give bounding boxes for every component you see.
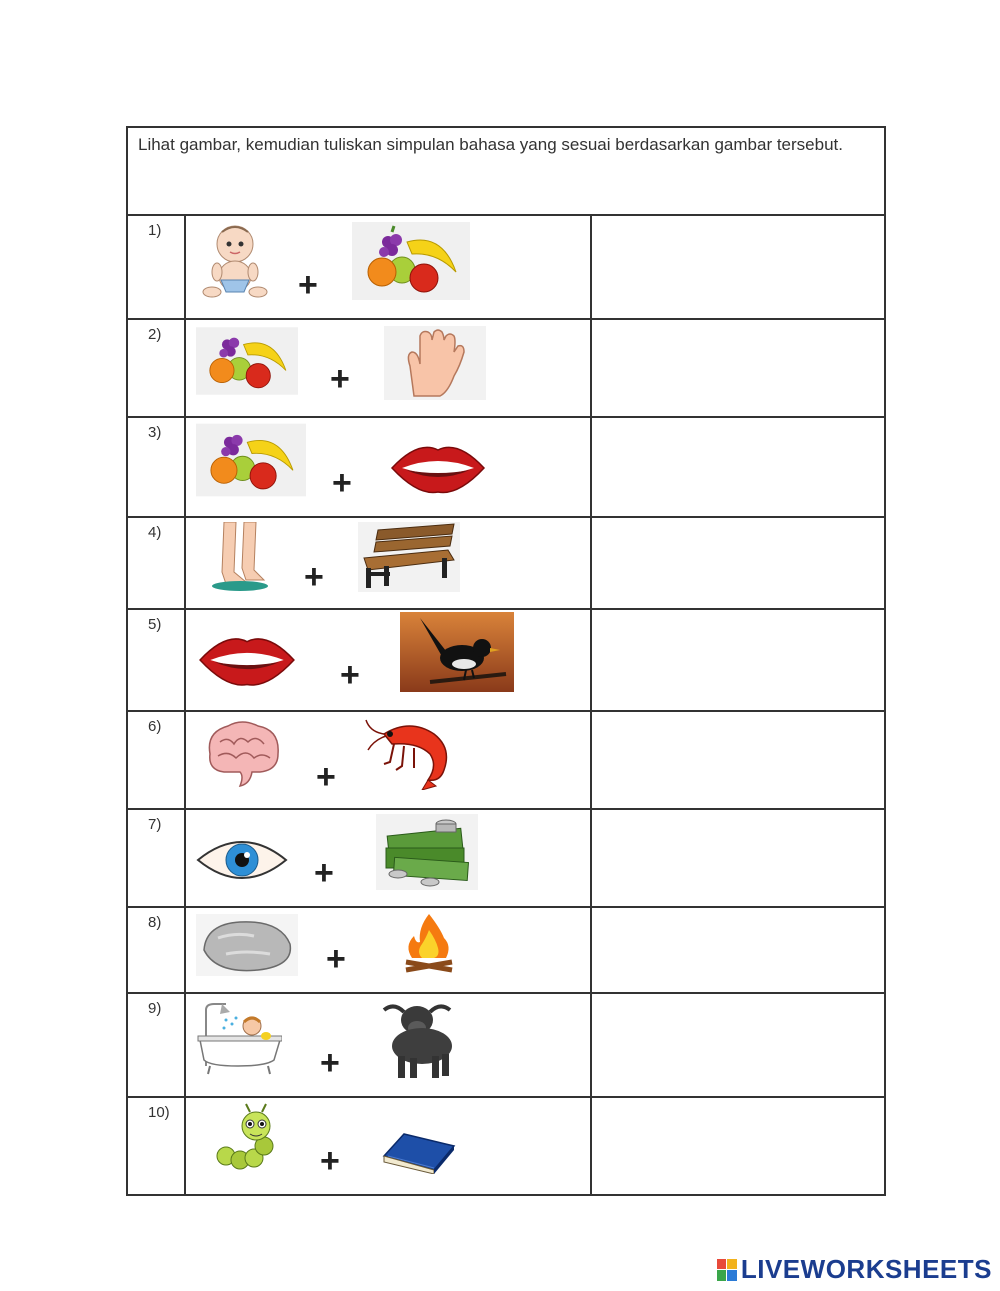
- money-icon: [376, 814, 478, 890]
- plus-sign: +: [330, 360, 350, 398]
- fire-icon: [400, 912, 458, 974]
- table-row: [128, 216, 884, 320]
- plus-sign: +: [332, 464, 352, 502]
- hand-icon: [384, 326, 486, 400]
- fruits-icon: [196, 326, 298, 396]
- table-row: [128, 610, 884, 712]
- table-row: [128, 810, 884, 908]
- logo-mark-icon: [717, 1259, 737, 1281]
- plus-sign: +: [316, 758, 336, 796]
- buffalo-icon: [374, 998, 460, 1080]
- plus-sign: +: [304, 558, 324, 596]
- plus-sign: +: [320, 1142, 340, 1180]
- picture-cell: [186, 320, 592, 416]
- book-icon: [378, 1112, 458, 1174]
- answer-cell[interactable]: [592, 418, 884, 516]
- legs-icon: [206, 522, 278, 592]
- plus-sign: +: [298, 266, 318, 304]
- bird-icon: [400, 612, 514, 692]
- row-number: 10): [128, 1098, 186, 1194]
- answer-cell[interactable]: [592, 216, 884, 318]
- picture-cell: [186, 908, 592, 992]
- row-number: 4): [128, 518, 186, 608]
- mouth-icon: [388, 440, 488, 496]
- caterpillar-icon: [212, 1102, 284, 1174]
- table-row: [128, 712, 884, 810]
- mouth-icon: [196, 630, 298, 690]
- table-row: [128, 518, 884, 610]
- bench-icon: [358, 522, 460, 592]
- eye-icon: [194, 830, 290, 890]
- picture-cell: [186, 610, 592, 710]
- answer-cell[interactable]: [592, 908, 884, 992]
- table-row: [128, 908, 884, 994]
- answer-cell[interactable]: [592, 994, 884, 1096]
- picture-cell: [186, 216, 592, 318]
- table-row: [128, 1098, 884, 1194]
- answer-cell[interactable]: [592, 712, 884, 808]
- bath-icon: [196, 1002, 282, 1076]
- row-number: 7): [128, 810, 186, 906]
- plus-sign: +: [314, 854, 334, 892]
- worksheet-table: [126, 126, 886, 1196]
- row-number: 1): [128, 216, 186, 318]
- table-row: [128, 994, 884, 1098]
- brain-icon: [200, 718, 284, 790]
- plus-sign: +: [320, 1044, 340, 1082]
- brand-name: LIVEWORKSHEETS: [740, 1254, 992, 1284]
- shrimp-icon: [364, 714, 460, 790]
- row-number: 9): [128, 994, 186, 1096]
- picture-cell: [186, 418, 592, 516]
- picture-cell: [186, 994, 592, 1096]
- picture-cell: [186, 712, 592, 808]
- answer-cell[interactable]: [592, 1098, 884, 1194]
- plus-sign: +: [326, 940, 346, 978]
- table-row: [128, 320, 884, 418]
- fruits-icon: [196, 422, 306, 498]
- answer-cell[interactable]: [592, 610, 884, 710]
- baby-icon: [200, 222, 270, 300]
- row-number: 8): [128, 908, 186, 992]
- instruction-text: Lihat gambar, kemudian tuliskan simpulan bahasa yang sesuai berdasarkan gambar tersebut.: [128, 128, 884, 216]
- plus-sign: +: [340, 656, 360, 694]
- liveworksheets-logo: [717, 1254, 992, 1285]
- answer-cell[interactable]: [592, 810, 884, 906]
- table-row: [128, 418, 884, 518]
- answer-cell[interactable]: [592, 518, 884, 608]
- picture-cell: [186, 518, 592, 608]
- picture-cell: [186, 810, 592, 906]
- row-number: 3): [128, 418, 186, 516]
- row-number: 6): [128, 712, 186, 808]
- row-number: 5): [128, 610, 186, 710]
- answer-cell[interactable]: [592, 320, 884, 416]
- row-number: 2): [128, 320, 186, 416]
- picture-cell: [186, 1098, 592, 1194]
- fruits-icon: [352, 222, 470, 300]
- stone-icon: [196, 914, 298, 976]
